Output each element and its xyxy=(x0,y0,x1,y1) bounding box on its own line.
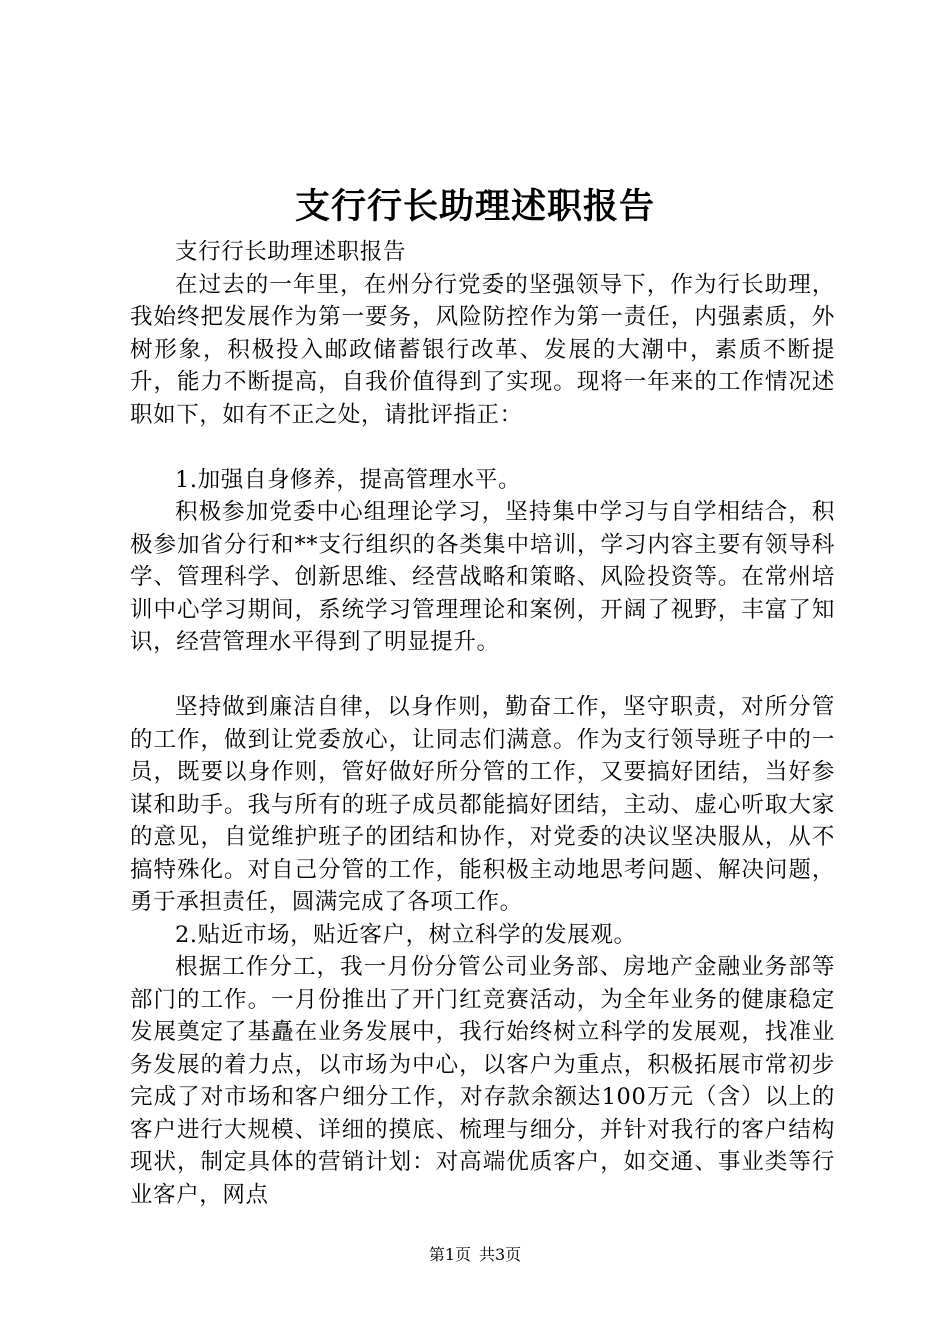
paragraph-market: 根据工作分工，我一月份分管公司业务部、房地产金融业务部等部门的工作。一月份推出了开门红竞赛活动，为全年业务的健康稳定发展奠定了基矗在业务发展中，我行始终树立科学的发展观，找准业务发展的着力点，以市场为中心，以客户为重点，积极拓展市常初步完成了对市场和客户细分工作，对存款余额达100万元（含）以上的客户进行大规模、详细的摸底、梳理与细分，并针对我行的客户结构现状，制定具体的营销计划：对高端优质客户，如交通、事业类等行业客户，网点 xyxy=(130,954,835,1208)
page-total: 共3页 xyxy=(479,1245,522,1264)
paragraph-heading: 支行行长助理述职报告 xyxy=(175,239,407,265)
document-title: 支行行长助理述职报告 xyxy=(294,186,655,227)
section-heading-1: 1.加强自身修养，提高管理水平。 xyxy=(175,466,522,493)
document-body xyxy=(130,236,835,1211)
page-number: 第1页 xyxy=(428,1245,471,1264)
paragraph-intro: 在过去的一年里，在州分行党委的坚强领导下，作为行长助理，我始终把发展作为第一要务，风险防控作为第一责任，内强素质，外树形象，积极投入邮政储蓄银行改革、发展的大潮中，素质不断提升，能力不断提高，自我价值得到了实现。现将一年来的工作情况述职如下，如有不正之处，请批评指正： xyxy=(130,271,835,428)
page-footer xyxy=(0,1244,950,1266)
paragraph-study: 积极参加党委中心组理论学习，坚持集中学习与自学相结合，积极参加省分行和**支行组织的各类集中培训，学习内容主要有领导科学、管理科学、创新思维、经营战略和策略、风险投资等。在常州培训中心学习期间，系统学习管理理论和案例，开阔了视野，丰富了知识，经营管理水平得到了明显提升。 xyxy=(130,499,835,655)
section-heading-2: 2.贴近市场，贴近客户，树立科学的发展观。 xyxy=(175,921,637,948)
paragraph-integrity: 坚持做到廉洁自律，以身作则，勤奋工作，坚守职责，对所分管的工作，做到让党委放心，让同志们满意。作为支行领导班子中的一员，既要以身作则，管好做好所分管的工作，又要搞好团结，当好参谋和助手。我与所有的班子成员都能搞好团结，主动、虚心听取大家的意见，自觉维护班子的团结和协作，对党委的决议坚决服从，从不搞特殊化。对自己分管的工作，能积极主动地思考问题、解决问题，勇于承担责任，圆满完成了各项工作。 xyxy=(130,694,835,915)
